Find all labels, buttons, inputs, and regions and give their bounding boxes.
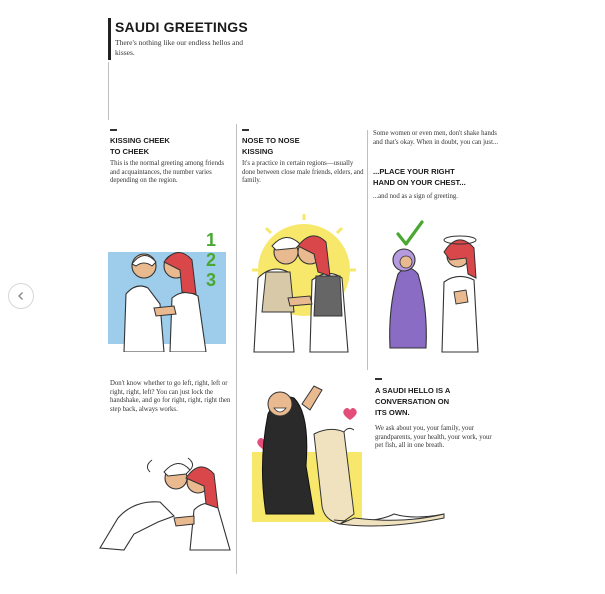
checkmark-icon (398, 222, 422, 244)
page-subtitle: There's nothing like our endless hellos and kisses. (115, 38, 243, 57)
hand-heading-line2: HAND ON YOUR CHEST... (373, 178, 466, 187)
kiss-counter-3: 3 (206, 270, 217, 290)
kissing-heading-line2: TO CHEEK (110, 147, 150, 156)
nose-heading-line2: KISSING (242, 147, 274, 156)
hand-heading-line1: ...PLACE YOUR RIGHT (373, 167, 455, 176)
hand-illustration (378, 218, 498, 356)
nose-heading-line1: NOSE TO NOSE (242, 136, 300, 145)
previous-slide-button[interactable] (8, 283, 34, 309)
conversation-body: We ask about you, your family, your grandparents, your health, your work, your pet fish, all in one breath. (375, 425, 492, 450)
hand-intro: Some women or even men, don't shake hands and that's okay. When in doubt, you can just... (373, 130, 499, 146)
left-right-illustration (94, 452, 238, 552)
nose-illustration (246, 212, 364, 354)
nose-heading (242, 135, 362, 157)
conversation-heading-line1: A SAUDI HELLO IS A (375, 386, 451, 395)
page-title: SAUDI GREETINGS (115, 19, 248, 35)
column-divider-right (367, 130, 368, 370)
kiss-counter-2: 2 (206, 250, 217, 270)
conversation-heading-line3: ITS OWN. (375, 408, 410, 417)
kissing-body: This is the normal greeting among friends and acquaintances, the number varies depending on the region. (110, 160, 225, 185)
nose-body: It's a practice in certain regions—usually done between close male friends, elders, and family. (242, 160, 364, 185)
kiss-counter (206, 230, 216, 290)
column-divider-top (108, 62, 109, 120)
hand-heading (373, 166, 499, 188)
title-accent-bar (108, 18, 111, 60)
heart-icon (343, 408, 357, 420)
chevron-left-icon (16, 291, 26, 301)
left-right-body: Don't know whether to go left, right, left or right, right, left? You can just lock the handshake, and go for right, right, right then step back, always works. (110, 380, 231, 413)
conversation-illustration (244, 374, 452, 530)
section-dash (242, 129, 249, 131)
section-dash (110, 129, 117, 131)
kissing-heading-line1: KISSING CHEEK (110, 136, 170, 145)
hand-outro: ...and nod as a sign of greeting. (373, 193, 458, 200)
kiss-counter-1: 1 (206, 230, 217, 250)
kissing-heading (110, 135, 230, 157)
kissing-illustration (108, 222, 230, 352)
conversation-heading-line2: CONVERSATION ON (375, 397, 450, 406)
